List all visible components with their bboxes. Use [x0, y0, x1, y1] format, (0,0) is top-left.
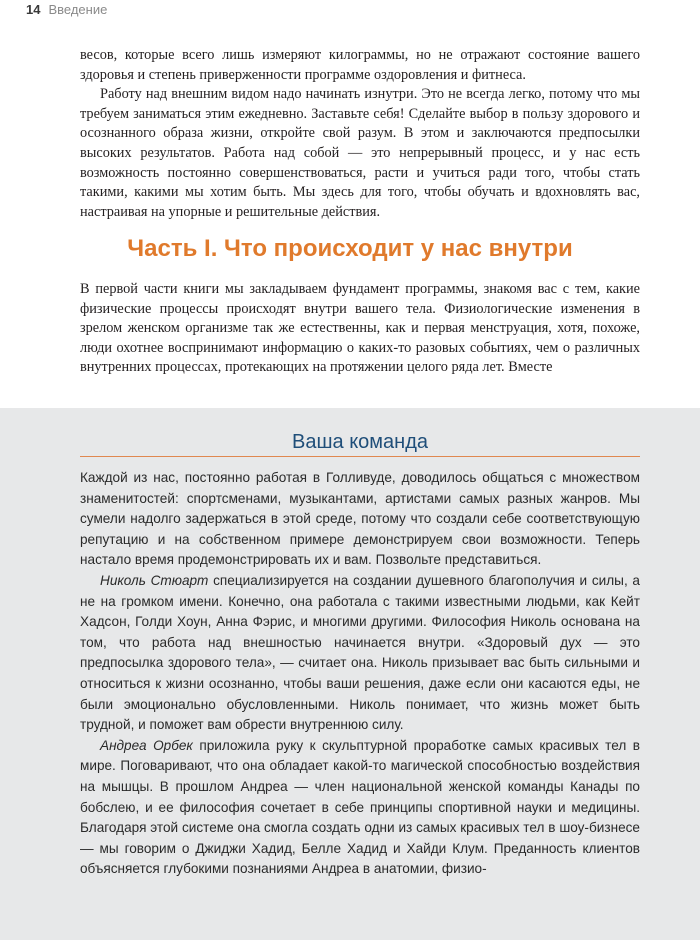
sidebar-divider [80, 456, 640, 457]
sidebar-paragraph-2-text: специализируется на создании душевного благополучия и силы, а не на громком имени. Конечно, она работала с такими известными людьми, как Кейт Хадсон, Голди Хоун, Анна Фэрис, и многими другими. Философия Николь основана на том, что работа над внешностью начинается внутри. «Здоровый дух — это предпосылка здорового тела», — считает она. Николь призывает вас быть сильными и относиться к жизни осознанно, чтобы ваши решения, даже если они касаются еды, не были эмоционально обусловленными. Николь понимает, что жизнь может быть трудной, и поможет вам обрести внутреннюю силу. [80, 572, 640, 733]
intro-paragraph-1: весов, которые всего лишь измеряют килограммы, но не отражают состояние вашего здоровья и степень приверженности программе оздоровления и фитнеса. [80, 47, 640, 83]
sidebar-text [80, 468, 640, 880]
sidebar-box [0, 408, 700, 940]
sidebar-paragraph-1: Каждой из нас, постоянно работая в Голливуде, доводилось общаться с множеством знаменитостей: спортсменами, музыкантами, артистами самых разных жанров. Мы сумели надолго задержаться в этой среде, потому что создали себе соответствующую репутацию и на собственном примере демонстрируем свои возможности. Теперь настало время продемонстрировать их и вам. Позвольте представиться. [80, 470, 640, 568]
running-head [26, 1, 107, 19]
part-paragraph: В первой части книги мы закладываем фундамент программы, знакомя вас с тем, какие физические процессы происходят внутри вашего тела. Физиологические изменения в зрелом женском организме так же естественны, как и первая менструация, хотя, похоже, люди охотнее воспринимают информацию о каких-то разовых событиях, чем о различных внутренних процессах, протекающих на протяжении целого ряда лет. Вместе [80, 281, 640, 376]
intro-paragraph-2: Работу над внешним видом надо начинать изнутри. Это не всегда легко, потому что мы требуем заниматься этим ежедневно. Заставьте себя! Сделайте выбор в пользу здорового и осознанного образа жизни, откройте свой разум. В этом и заключаются предпосылки высоких результатов. Работа над собой — это непрерывный процесс, и у нас есть возможность постоянно совершенствоваться, расти и учиться ради того, чтобы стать такими, какими мы хотим быть. Мы здесь для того, чтобы обучать и вдохновлять вас, настраивая на упорные и решительные действия. [80, 86, 640, 220]
page-number: 14 [26, 2, 41, 17]
sidebar-paragraph-3 [80, 736, 640, 880]
sidebar-title: Ваша команда [292, 431, 428, 453]
sidebar-paragraph-3-text: приложила руку к скульптурной проработке самых красивых тел в мире. Поговаривают, что она обладает какой-то магической способностью воздействия на мышцы. В прошлом Андреа — член национальной женской команды Канады по бобслею, и ее философия сочетает в себе принципы спортивной науки и медицины. Благодаря этой системе она смогла создать одни из самых красивых тел в шоу-бизнесе — мы говорим о Джиджи Хадид, Белле Хадид и Хайди Клум. Преданность клиентов объясняется глубокими познаниями Андреа в анатомии, физио- [80, 737, 640, 877]
intro-text [80, 46, 640, 222]
section-title: Введение [48, 2, 108, 17]
person-name-andrea: Андреа Орбек [100, 737, 193, 753]
part-text [80, 280, 640, 378]
part-heading: Часть I. Что происходит у нас внутри [127, 235, 573, 262]
sidebar-paragraph-2 [80, 571, 640, 736]
person-name-nicole: Николь Стюарт [100, 572, 209, 588]
